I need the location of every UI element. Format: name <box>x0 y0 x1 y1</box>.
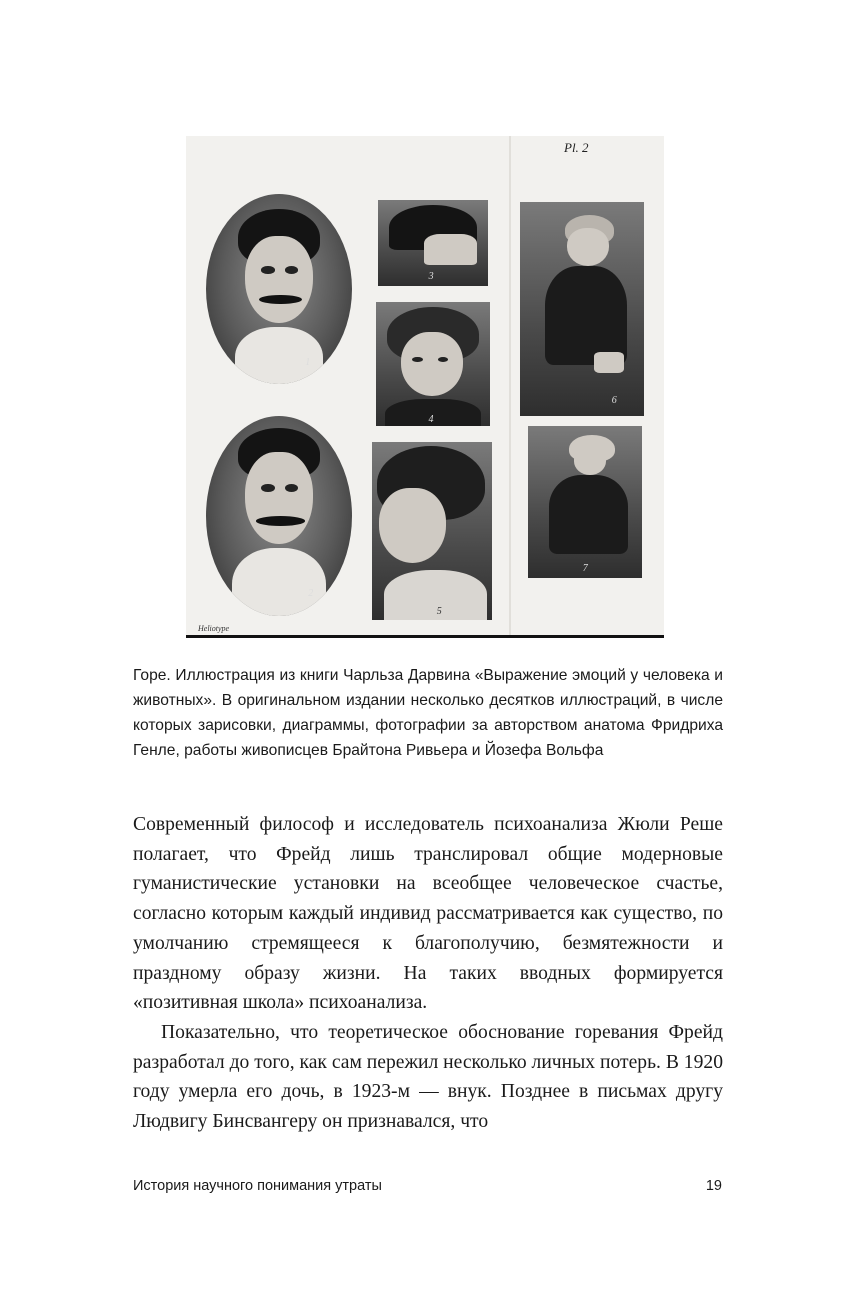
photo-child-chair <box>528 426 642 578</box>
photo-man-grief <box>206 416 352 616</box>
running-title: История научного понимания утраты <box>133 1178 382 1194</box>
plate-bottom-rule <box>186 635 664 638</box>
page-number: 19 <box>705 1178 722 1194</box>
photo-number: 1 <box>305 357 311 369</box>
photo-child-crying <box>520 202 644 416</box>
photo-boy-profile <box>372 442 492 620</box>
photo-number: 7 <box>582 562 588 574</box>
paragraph-1: Современный философ и исследователь психоанализа Жюли Реше полагает, что Фрейд лишь транслировал общие модерновые гуманистические установки на всеобщее человеческое счастье, согласно которым каждый индивид рассматривается как существо, по умолчанию стремящееся к благополучию, безмятежности и праздному образу жизни. На таких вводных формируется «позитивная школа» психоанализа. <box>133 814 723 1014</box>
plate-maker-mark: Heliotype <box>198 624 230 633</box>
photo-number: 2 <box>308 588 314 599</box>
body-text <box>133 810 723 1137</box>
plate-fold-line <box>509 136 511 638</box>
photo-number: 6 <box>611 394 617 406</box>
photo-man-neutral <box>206 194 352 384</box>
paragraph-2: Показательно, что теоретическое обоснование горевания Фрейд разработал до того, как сам пережил несколько личных потерь. В 1920 году умерла его дочь, в 1923-м — внук. Позднее в письмах другу Людвигу Бинсвангеру он признавался, что <box>133 1021 723 1133</box>
figure-caption: Горе. Иллюстрация из книги Чарльза Дарвина «Выражение эмоций у человека и животных». В оригинальном издании несколько десятков иллюстраций, в числе которых зарисовки, диаграммы, фотографии за авторством анатома Фридриха Генле, работы живописцев Брайтона Ривьера и Йозефа Вольфа <box>133 667 723 759</box>
photo-number: 5 <box>436 605 442 617</box>
darwin-grief-plate <box>186 136 664 638</box>
plate-label: Pl. 2 <box>564 140 589 155</box>
photo-woman-bowed <box>378 200 488 286</box>
photo-number: 4 <box>428 413 434 425</box>
photo-boy-portrait <box>376 302 490 426</box>
photo-number: 3 <box>428 270 434 282</box>
